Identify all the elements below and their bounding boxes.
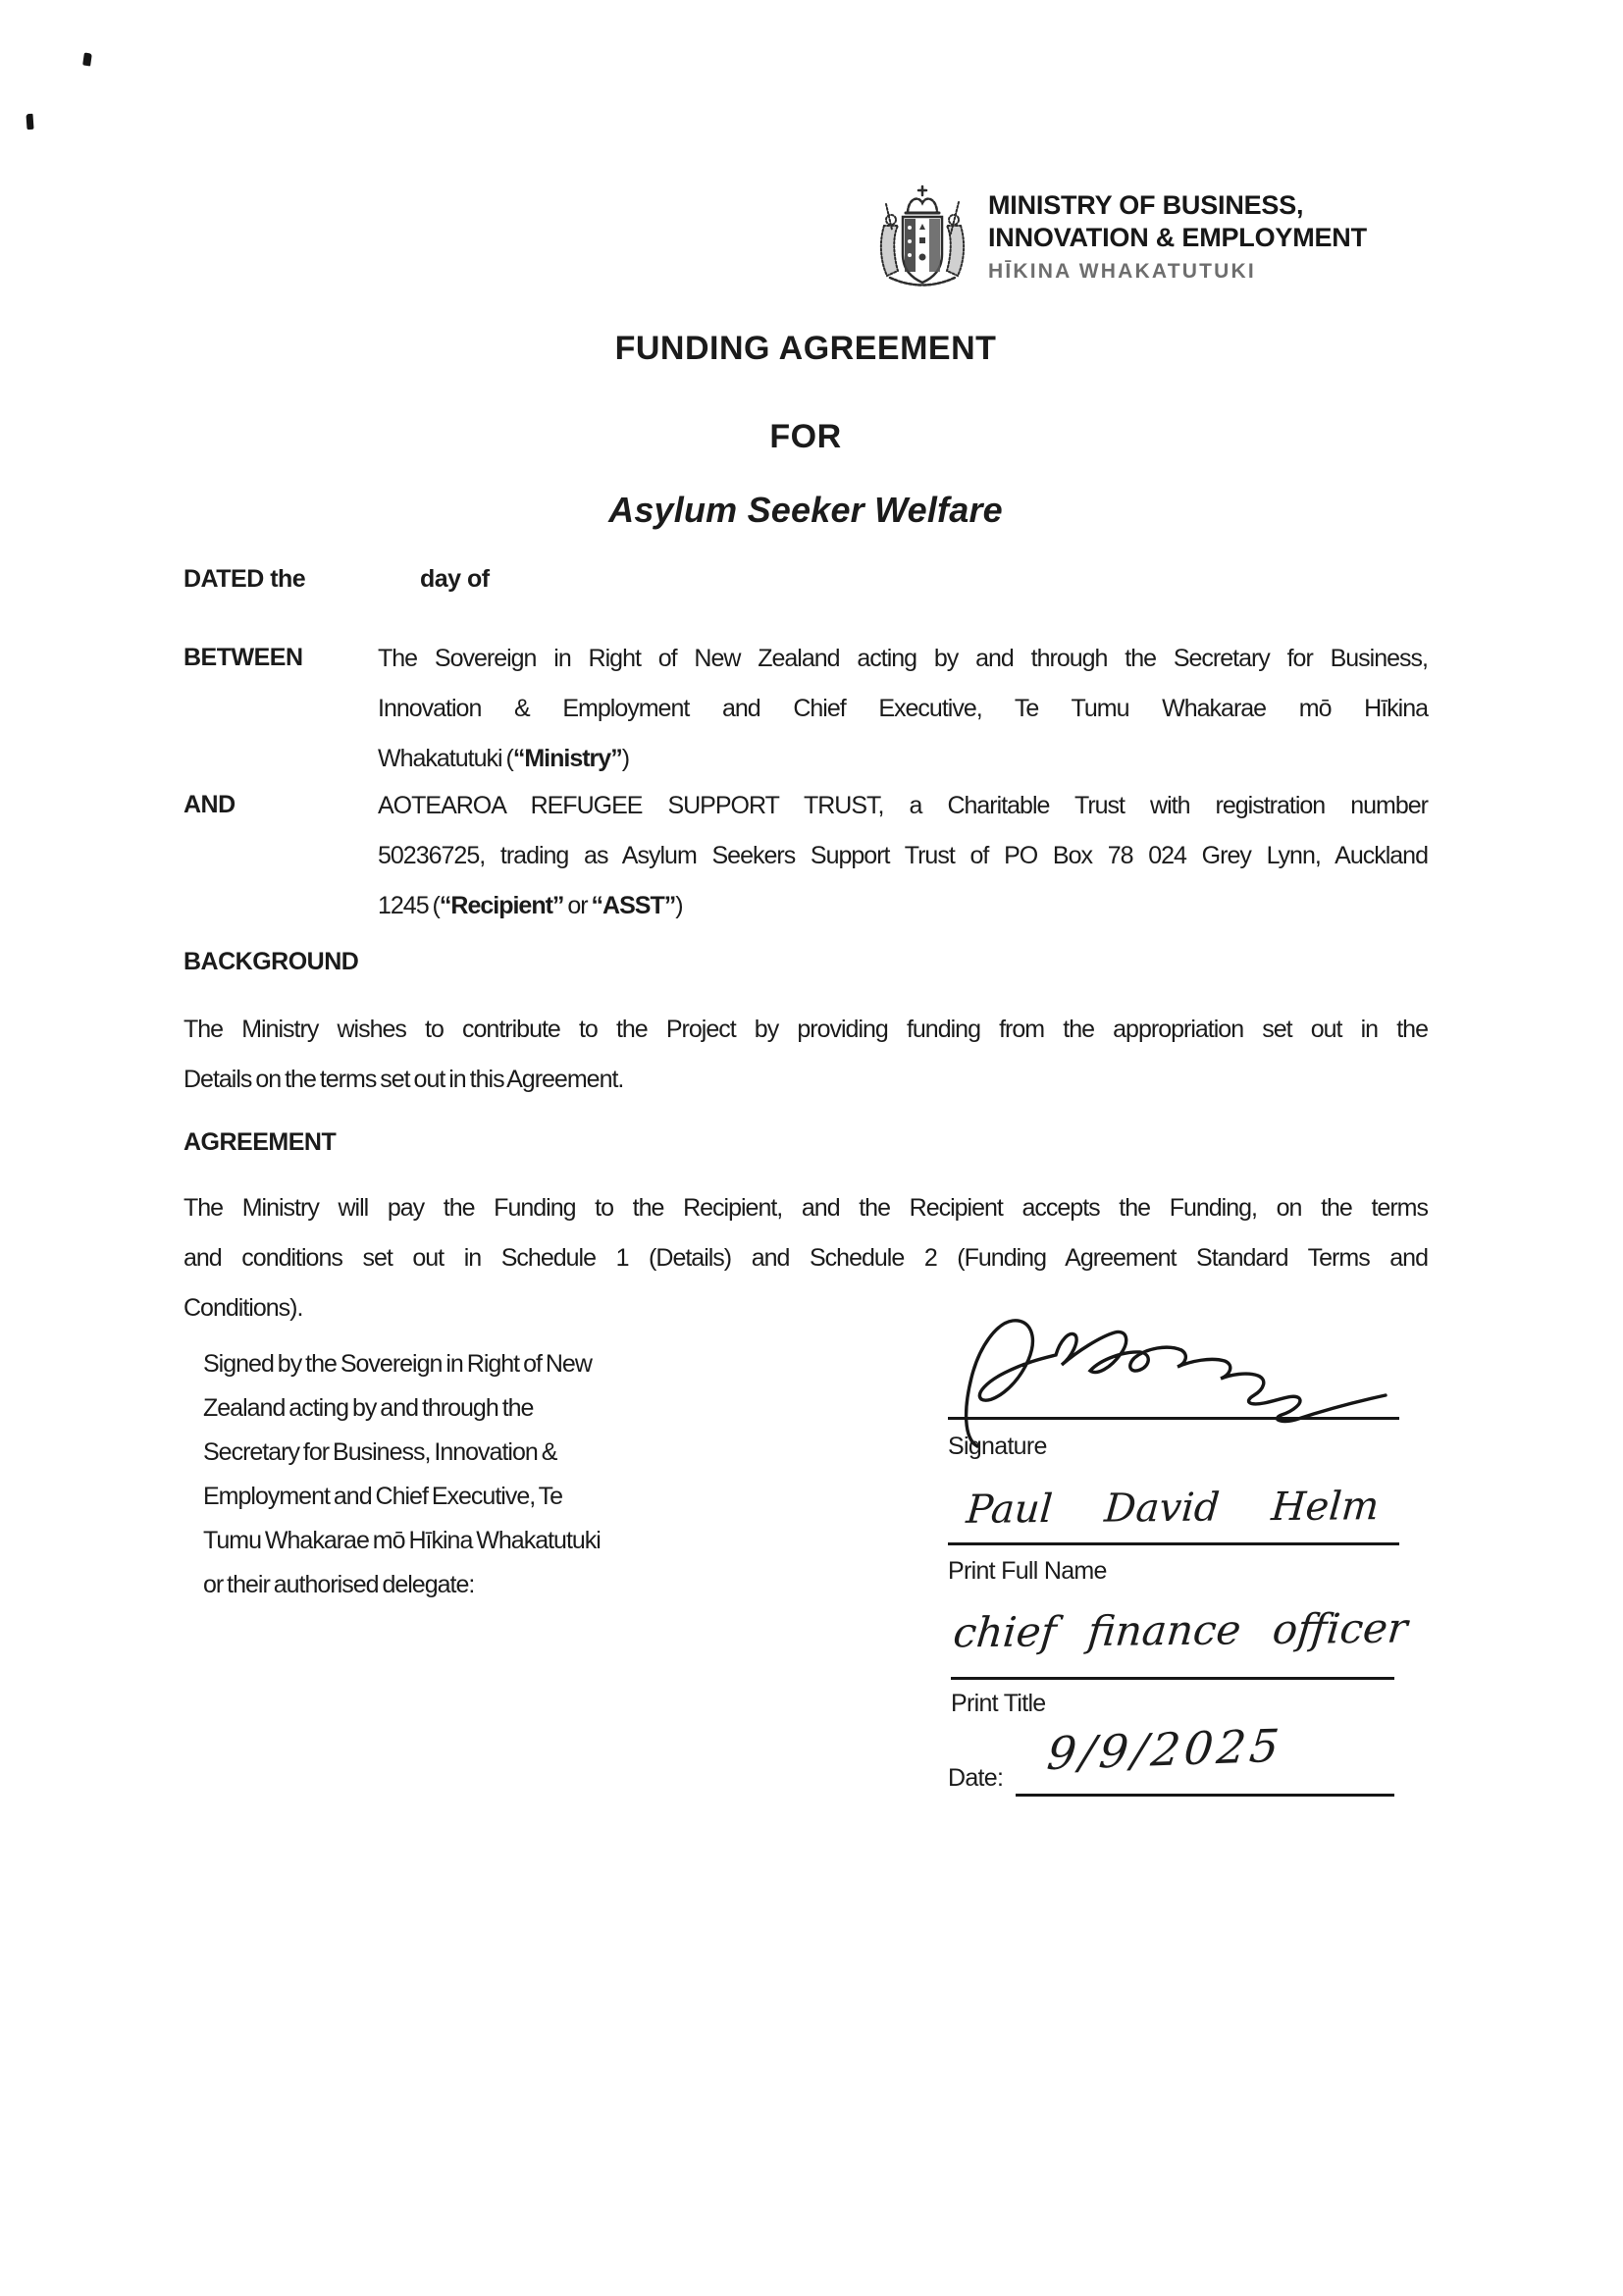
signature-label: Signature bbox=[948, 1433, 1047, 1460]
ministry-name-line1: MINISTRY OF BUSINESS, bbox=[988, 190, 1304, 220]
print-title-line bbox=[951, 1677, 1394, 1680]
scan-artifact-mark bbox=[26, 114, 33, 130]
ministry-tagline: HĪKINA WHAKATUTUKI bbox=[988, 260, 1256, 283]
project-title: Asylum Seeker Welfare bbox=[608, 490, 1003, 530]
handwritten-date: 9/9/2025 bbox=[1044, 1718, 1285, 1781]
date-label: Date: bbox=[948, 1764, 1004, 1792]
dated-day-of: day of bbox=[420, 565, 490, 593]
background-heading: BACKGROUND bbox=[183, 948, 359, 975]
and-party-text: AOTEAROA REFUGEE SUPPORT TRUST, a Charitable Trust with registration number 50236725, trading as Asylum Seekers Support Trust of PO Box 78 024 Grey Lynn, Auckland 1245 (“Recipient” or “ASST”) bbox=[378, 792, 1428, 919]
print-name-label: Print Full Name bbox=[948, 1557, 1107, 1585]
signature-line bbox=[948, 1417, 1399, 1420]
print-title-label: Print Title bbox=[951, 1690, 1046, 1717]
between-party-text: The Sovereign in Right of New Zealand acting by and through the Secretary for Business, Innovation & Employment and Chief Executive, Te Tumu Whakarae mō Hīkina Whakatutuki (“Ministry”) bbox=[378, 645, 1428, 772]
document-title: FUNDING AGREEMENT bbox=[614, 330, 997, 367]
and-label: AND bbox=[183, 791, 236, 818]
signed-by-clause: Signed by the Sovereign in Right of New Zealand acting by and through the Secretary for Business, Innovation & Employment and Chief Executive, Te Tumu Whakarae mō Hīkina Whakatutuki or their authorised delegate: bbox=[203, 1350, 601, 1598]
scan-artifact-mark bbox=[82, 53, 92, 67]
background-text: The Ministry wishes to contribute to the Project by providing funding from the appropriation set out in the Details on the terms set out in this Agreement. bbox=[183, 1016, 1428, 1093]
dated-label: DATED the bbox=[183, 565, 306, 593]
agreement-heading: AGREEMENT bbox=[183, 1128, 337, 1156]
nz-coat-of-arms-icon bbox=[872, 184, 972, 288]
between-label: BETWEEN bbox=[183, 644, 303, 671]
ministry-name-line2: INNOVATION & EMPLOYMENT bbox=[988, 223, 1367, 252]
agreement-text: The Ministry will pay the Funding to the Recipient, and the Recipient accepts the Funding, on the terms and conditions set out in Schedule 1 (Details) and Schedule 2 (Funding Agreement Standard Terms and Conditions). bbox=[183, 1194, 1428, 1322]
document-title-for: FOR bbox=[769, 418, 842, 455]
ministry-logo-text bbox=[988, 189, 1367, 284]
handwritten-title: chief finance officer bbox=[951, 1603, 1410, 1657]
print-name-line bbox=[948, 1542, 1399, 1545]
date-line bbox=[1016, 1794, 1394, 1797]
handwritten-full-name: Paul David Helm bbox=[965, 1484, 1381, 1533]
